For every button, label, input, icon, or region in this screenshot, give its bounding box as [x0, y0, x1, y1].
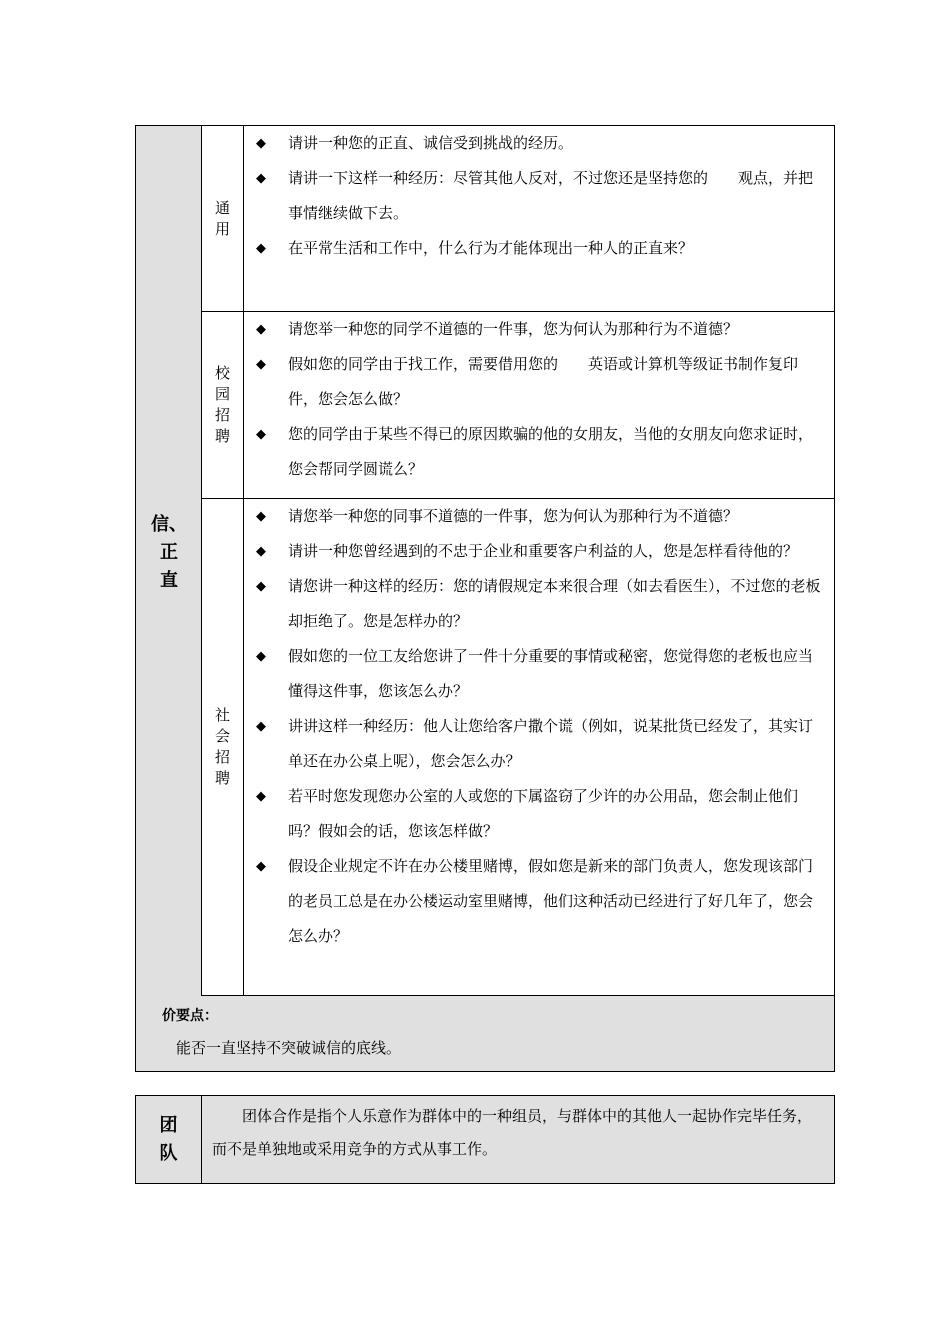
key-points-text: 能否一直坚持不突破诚信的底线。: [176, 1039, 402, 1057]
section-label-social: 社会招聘: [202, 499, 244, 996]
question-list: [256, 499, 826, 954]
question-item: ◆ 假设企业规定不许在办公楼里赌博，假如您是新来的部门负责人，您发现该部门的老员工总是在办公楼运动室里赌博，他们这种活动已经进行了好几年了，您会怎么办？: [256, 849, 826, 954]
integrity-category-label: 信、 正 直: [151, 514, 187, 591]
team-category-label: 团 队: [159, 1114, 178, 1164]
diamond-bullet-icon: ◆: [256, 649, 266, 664]
question-item: ◆ 若平时您发现您办公室的人或您的下属盗窃了少许的办公用品，您会制止他们吗？假如会的话，您该怎样做？: [256, 779, 826, 849]
diamond-bullet-icon: ◆: [256, 719, 266, 734]
question-item: ◆ 请您举一种您的同事不道德的一件事，您为何认为那种行为不道德？: [256, 499, 826, 534]
diamond-bullet-icon: ◆: [256, 357, 266, 372]
diamond-bullet-icon: ◆: [256, 509, 266, 524]
question-item: ◆ 请讲一种您曾经遇到的不忠于企业和重要客户利益的人，您是怎样看待他的？: [256, 534, 826, 569]
team-description: 团体合作是指个人乐意作为群体中的一种组员，与群体中的其他人一起协作完毕任务，而不是单独地或采用竞争的方式从事工作。: [202, 1096, 834, 1183]
question-item: ◆ 请您举一种您的同学不道德的一件事，您为何认为那种行为不道德？: [256, 312, 826, 347]
question-item: ◆ 讲讲这样一种经历：他人让您给客户撒个谎（例如，说某批货已经发了，其实订单还在办公桌上呢），您会怎么办？: [256, 709, 826, 779]
team-category-cell: [136, 1096, 202, 1183]
section-questions-general: [244, 126, 834, 312]
question-item: ◆ 请讲一种您的正直、诚信受到挑战的经历。: [256, 126, 826, 161]
key-points-row: [136, 996, 834, 1071]
diamond-bullet-icon: ◆: [256, 322, 266, 337]
section-questions-social: [244, 499, 834, 996]
diamond-bullet-icon: ◆: [256, 136, 266, 151]
integrity-category-cell: [136, 126, 202, 996]
question-item: ◆ 您的同学由于某些不得已的原因欺骗的他的女朋友，当他的女朋友向您求证时，您会帮同学圆谎么？: [256, 417, 826, 487]
diamond-bullet-icon: ◆: [256, 789, 266, 804]
question-item: ◆ 请您讲一种这样的经历：您的请假规定本来很合理（如去看医生），不过您的老板却拒绝了。您是怎样办的？: [256, 569, 826, 639]
question-item: ◆ 请讲一下这样一种经历：尽管其他人反对，不过您还是坚持您的 观点，并把事情继续做下去。: [256, 161, 826, 231]
diamond-bullet-icon: ◆: [256, 171, 266, 186]
diamond-bullet-icon: ◆: [256, 544, 266, 559]
key-points-title: 价要点：: [162, 1008, 218, 1024]
diamond-bullet-icon: ◆: [256, 427, 266, 442]
question-item: ◆ 假如您的同学由于找工作，需要借用您的 英语或计算机等级证书制作复印件，您会怎么做？: [256, 347, 826, 417]
question-item: ◆ 在平常生活和工作中，什么行为才能体现出一种人的正直来？: [256, 231, 826, 266]
diamond-bullet-icon: ◆: [256, 579, 266, 594]
question-list: [256, 126, 826, 266]
section-questions-campus: [244, 312, 834, 499]
question-list: [256, 312, 826, 487]
diamond-bullet-icon: ◆: [256, 241, 266, 256]
question-item: ◆ 假如您的一位工友给您讲了一件十分重要的事情或秘密，您觉得您的老板也应当懂得这件事，您该怎么办？: [256, 639, 826, 709]
diamond-bullet-icon: ◆: [256, 859, 266, 874]
integrity-table: [135, 125, 835, 1072]
section-label-campus: 校园招聘: [202, 312, 244, 499]
section-label-general: 通用: [202, 126, 244, 312]
team-table: [135, 1095, 835, 1184]
